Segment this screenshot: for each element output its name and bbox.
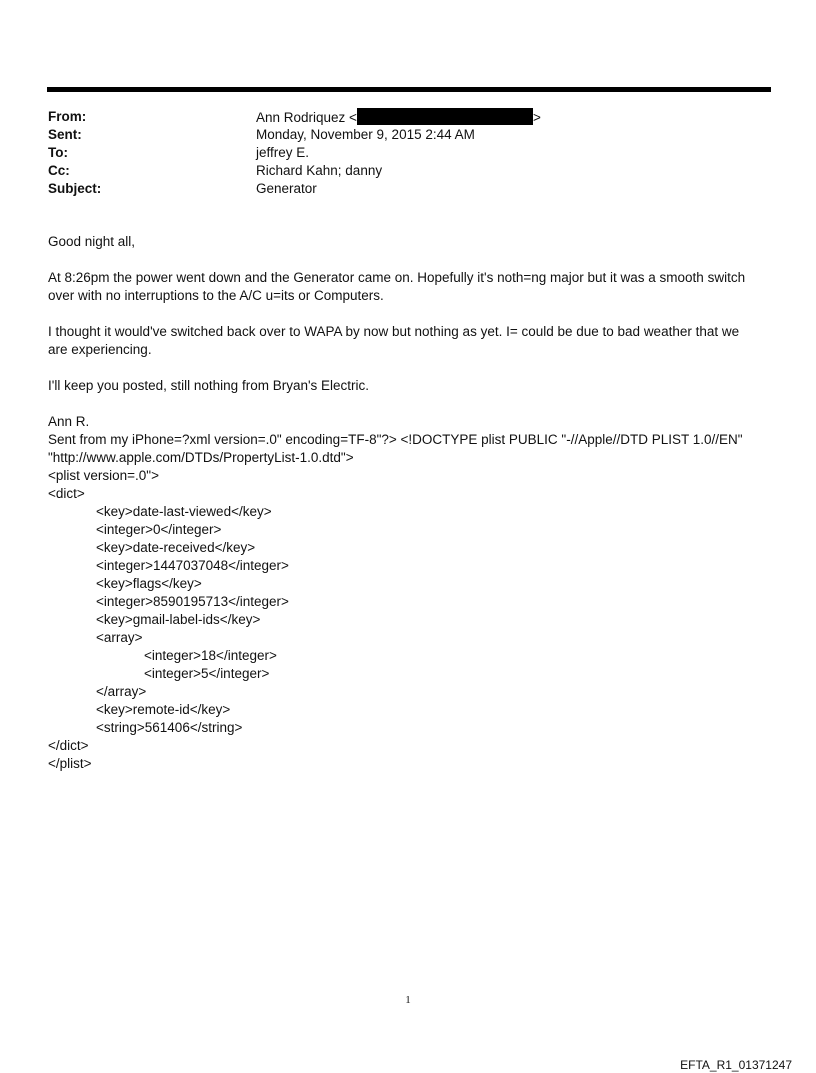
plist-open: <plist version=.0"> — [48, 468, 159, 483]
key-date-last-viewed: <key>date-last-viewed</key> — [96, 504, 272, 519]
sent-row — [48, 126, 768, 144]
integer-label-5: <integer>5</integer> — [144, 666, 270, 681]
from-value-end: > — [532, 110, 541, 125]
cc-label: Cc: — [48, 163, 70, 178]
from-row — [48, 108, 768, 126]
subject-row — [48, 180, 768, 198]
to-row — [48, 144, 768, 162]
document-id: EFTA_R1_01371247 — [680, 1058, 792, 1072]
paragraph-wapa: I thought it would've switched back over to WAPA by now but nothing as yet. I= could be due to bad weather that we are experiencing. — [48, 324, 740, 357]
subject-value: Generator — [256, 181, 317, 196]
signature-dtd: "http://www.apple.com/DTDs/PropertyList-1.0.dtd"> — [48, 450, 354, 465]
sent-value: Monday, November 9, 2015 2:44 AM — [256, 127, 475, 142]
to-label: To: — [48, 145, 68, 160]
key-date-received: <key>date-received</key> — [96, 540, 256, 555]
greeting: Good night all, — [48, 234, 136, 249]
page-number: 1 — [405, 994, 411, 1006]
from-label: From: — [48, 109, 87, 124]
array-close: </array> — [96, 684, 147, 699]
email-header — [48, 108, 768, 198]
redaction-bar — [357, 108, 533, 125]
dict-close: </dict> — [48, 738, 89, 753]
email-body — [48, 233, 760, 773]
integer-date-received: <integer>1447037048</integer> — [96, 558, 289, 573]
key-remote-id: <key>remote-id</key> — [96, 702, 231, 717]
sent-label: Sent: — [48, 127, 82, 142]
string-remote-id: <string>561406</string> — [96, 720, 243, 735]
subject-label: Subject: — [48, 181, 102, 196]
from-value — [256, 108, 768, 126]
cc-value: Richard Kahn; danny — [256, 163, 383, 178]
cc-row — [48, 162, 768, 180]
array-open: <array> — [96, 630, 143, 645]
signature-sent-from: Sent from my iPhone=?xml version=.0" encoding=TF-8"?> <!DOCTYPE plist PUBLIC "-//Apple//DTD PLIST 1.0//EN" — [48, 432, 743, 447]
signature-name: Ann R. — [48, 414, 90, 429]
paragraph-power-outage: At 8:26pm the power went down and the Generator came on. Hopefully it's noth=ng major but it was a smooth switch over with no interruptions to the A/C u=its or Computers. — [48, 270, 746, 303]
key-gmail-label-ids: <key>gmail-label-ids</key> — [96, 612, 261, 627]
key-flags: <key>flags</key> — [96, 576, 202, 591]
integer-date-last-viewed: <integer>0</integer> — [96, 522, 222, 537]
top-divider — [47, 87, 771, 92]
paragraph-keep-posted: I'll keep you posted, still nothing from Bryan's Electric. — [48, 378, 370, 393]
integer-label-18: <integer>18</integer> — [144, 648, 277, 663]
integer-flags: <integer>8590195713</integer> — [96, 594, 289, 609]
plist-close: </plist> — [48, 756, 92, 771]
to-value: jeffrey E. — [256, 145, 310, 160]
from-name: Ann Rodriquez < — [256, 110, 357, 125]
dict-open: <dict> — [48, 486, 85, 501]
